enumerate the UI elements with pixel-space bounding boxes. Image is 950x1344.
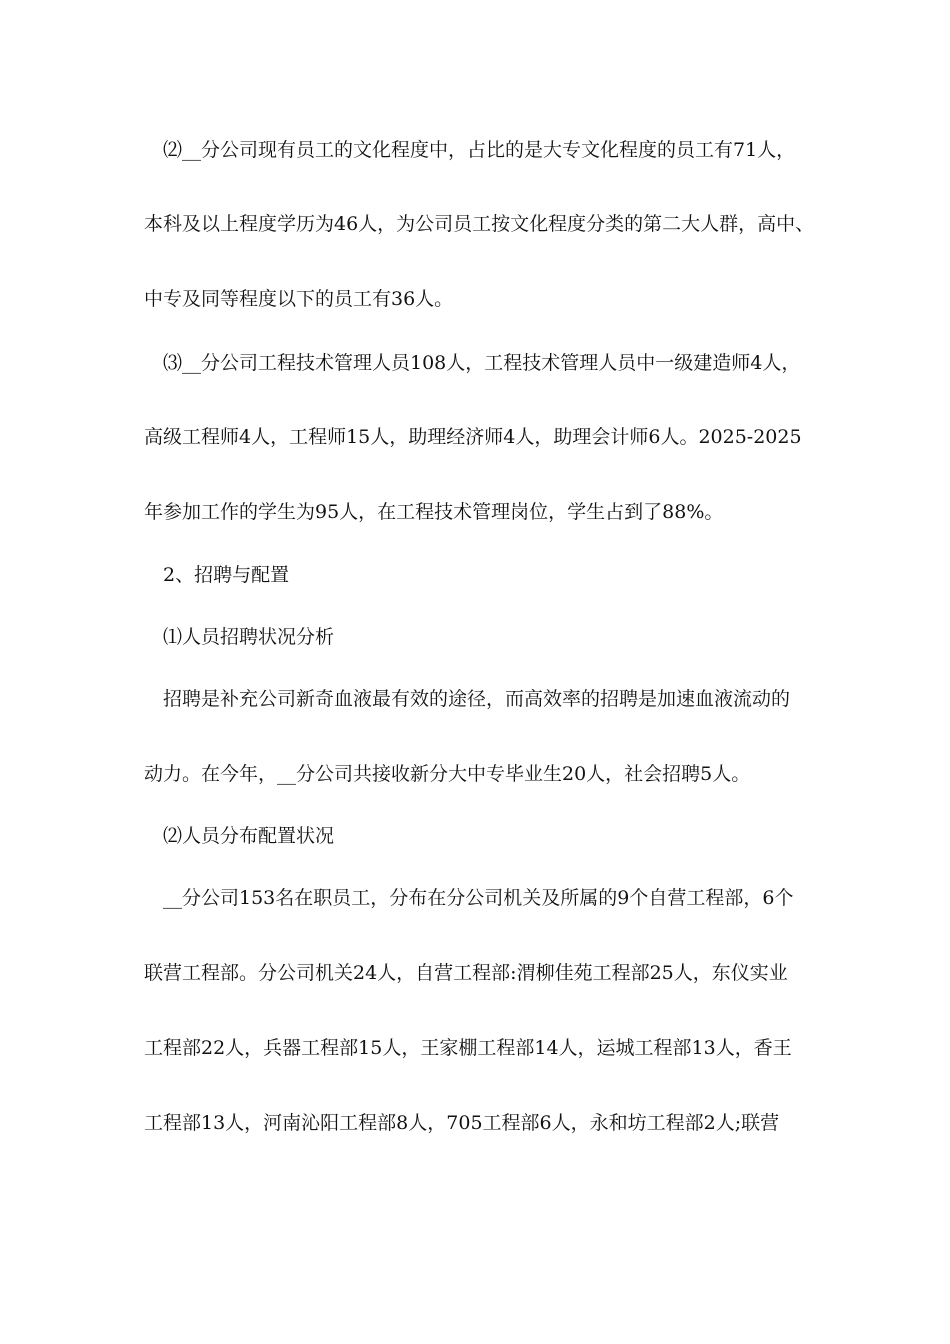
paragraph-line: 工程部22人，兵器工程部15人，王家棚工程部14人，运城工程部13人，香王 [144,1037,792,1059]
paragraph-line: ⑵__分公司现有员工的文化程度中，占比的是大专文化程度的员工有71人， [163,139,796,161]
paragraph-line: 高级工程师4人，工程师15人，助理经济师4人，助理会计师6人。2025-2025 [144,426,802,448]
paragraph-line: 动力。在今年，__分公司共接收新分大中专毕业生20人，社会招聘5人。 [144,763,751,785]
paragraph-line: __分公司153名在职员工，分布在分公司机关及所属的9个自营工程部，6个 [163,887,794,909]
paragraph-line: 工程部13人，河南沁阳工程部8人，705工程部6人，永和坊工程部2人;联营 [144,1112,780,1134]
paragraph-line: 本科及以上程度学历为46人，为公司员工按文化程度分类的第二大人群，高中、 [144,213,815,235]
subsection-heading: ⑵人员分布配置状况 [163,825,335,847]
section-heading: 2、招聘与配置 [163,564,290,586]
paragraph-line: ⑶__分公司工程技术管理人员108人，工程技术管理人员中一级建造师4人， [163,352,801,374]
paragraph-line: 联营工程部。分公司机关24人，自营工程部:渭柳佳苑工程部25人，东仪实业 [144,962,788,984]
paragraph-line: 年参加工作的学生为95人，在工程技术管理岗位，学生占到了88%。 [144,501,724,523]
paragraph-line: 中专及同等程度以下的员工有36人。 [144,288,454,310]
subsection-heading: ⑴人员招聘状况分析 [163,626,335,648]
paragraph-line: 招聘是补充公司新奇血液最有效的途径，而高效率的招聘是加速血液流动的 [163,688,791,710]
